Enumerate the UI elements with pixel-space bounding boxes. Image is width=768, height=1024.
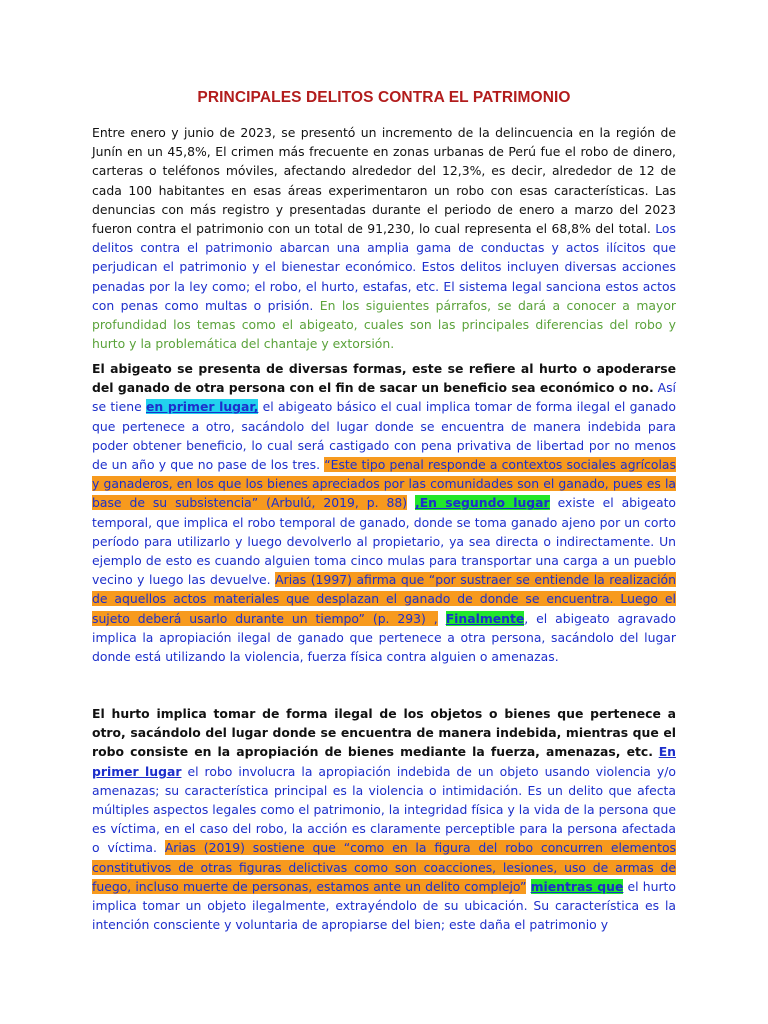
quote-arias-2019: Arias (2019) sostiene que “como en la figura del robo concurren elementos constitutivos de otras figuras delictivas como son coacciones, lesiones, uso de armas de fuego, incluso muerte de personas, estamos ante un delito complejo”	[92, 840, 676, 894]
hurto-lead-text: El hurto implica tomar de forma ilegal de los objetos o bienes que pertenece a otro, sacándolo del lugar donde se encuentra de manera indebida, mientras que el robo consiste en la apropiación de bienes mediante la fuerza, amenazas, etc.	[92, 706, 676, 760]
hurto-text-1: el robo involucra la apropiación indebida de un objeto usando violencia y/o amenazas; su característica principal es la violencia o intimidación. Es un delito que afecta múltiples aspectos legales como el patrimonio, la integridad física y la vida de la persona que es víctima, en el caso del robo, la acción es claramente perceptible para la persona afectada o víctima.	[92, 763, 676, 856]
abigeato-lead-text: El abigeato se presenta de diversas formas, este se refiere al hurto o apoderarse del ganado de otra persona con el fin de sacar un beneficio sea económico o no.	[92, 361, 676, 396]
intro-statistics-text: Entre enero y junio de 2023, se presentó un incremento de la delincuencia en la región de Junín en un 45,8%, El crimen más frecuente en zonas urbanas de Perú fue el robo de dinero, carteras o teléfonos móviles, afectando alrededor del 12,3%, es decir, alrededor de 12 de cada 100 habitantes en esas áreas experimentaron un robo con esas características. Las denuncias con más registro y presentadas durante el periodo de enero a marzo del 2023 fueron contra el patrimonio con un total de 91,230, lo cual representa el 68,8% del total.	[92, 125, 676, 237]
abigeato-text-3: existe el abigeato temporal, que implica el robo temporal de ganado, donde se toma ganado ajeno por un corto período para utilizarlo y luego devolverlo al propietario, ya sea directa o indirectamente. Un ejemplo de esto es cuando alguien toma cinco mulas para transportar una carga a un pueblo vecino y luego las devuelve.	[92, 495, 677, 588]
hurto-text-2: el hurto implica tomar un objeto ilegalmente, extrayéndolo de su ubicación. Su característica es la intención consciente y voluntaria de apropiarse del bien; este daña el patrimonio y	[92, 878, 676, 933]
intro-outline-text: En los siguientes párrafos, se dará a conocer a mayor profundidad los temas como el abigeato, cuales son las principales diferencias del robo y hurto y la problemática del chantaje y extorsión.	[92, 297, 676, 352]
paragraph-abigeato	[92, 359, 676, 666]
page-title: PRINCIPALES DELITOS CONTRA EL PATRIMONIO	[197, 89, 571, 106]
highlight-en-segundo-lugar: ,En segundo lugar	[415, 495, 550, 511]
quote-arbulu: “Este tipo penal responde a contextos sociales agrícolas y ganaderos, en los que los bienes apreciados por las comunidades son el ganado, pues es la base de su subsistencia” (Arbulú, 2019, p. 88)	[92, 457, 676, 511]
abigeato-text-1: Así se tiene	[92, 380, 676, 415]
quote-arias-1997: Arias (1997) afirma que “por sustraer se entiende la realización de aquellos actos materiales que desplazan el ganado de donde se encuentra. Luego el sujeto deberá usarlo durante un tiempo” (p. 293) ,	[92, 572, 676, 626]
abigeato-text-4: , el abigeato agravado implica la apropiación ilegal de ganado que pertenece a otra persona, sacándolo del lugar donde está utilizando la violencia, fuerza física contra alguien o amenazas.	[92, 610, 676, 665]
abigeato-text-2: el abigeato básico el cual implica tomar de forma ilegal el ganado que pertenece a otro, sacándolo del lugar donde se encuentra de manera indebida para poder obtener beneficio, lo cual será castigado con pena privativa de libertad por no menos de un año y que no pase de los tres.	[92, 399, 676, 473]
highlight-mientras-que: mientras que	[530, 878, 624, 894]
intro-definition-text: Los delitos contra el patrimonio abarcan una amplia gama de conductas y actos ilícitos que perjudican el patrimonio y el bienestar económico. Estos delitos incluyen diversas acciones penadas por la ley como; el robo, el hurto, estafas, etc. El sistema legal sanciona estos actos con penas como multas o prisión.	[92, 221, 676, 313]
paragraph-hurto-robo	[92, 704, 676, 934]
paragraph-intro	[92, 123, 676, 353]
link-en-primer-lugar: En primer lugar	[92, 744, 676, 779]
highlight-finalmente: Finalmente	[445, 610, 525, 626]
highlight-en-primer-lugar: en primer lugar,	[145, 399, 259, 415]
